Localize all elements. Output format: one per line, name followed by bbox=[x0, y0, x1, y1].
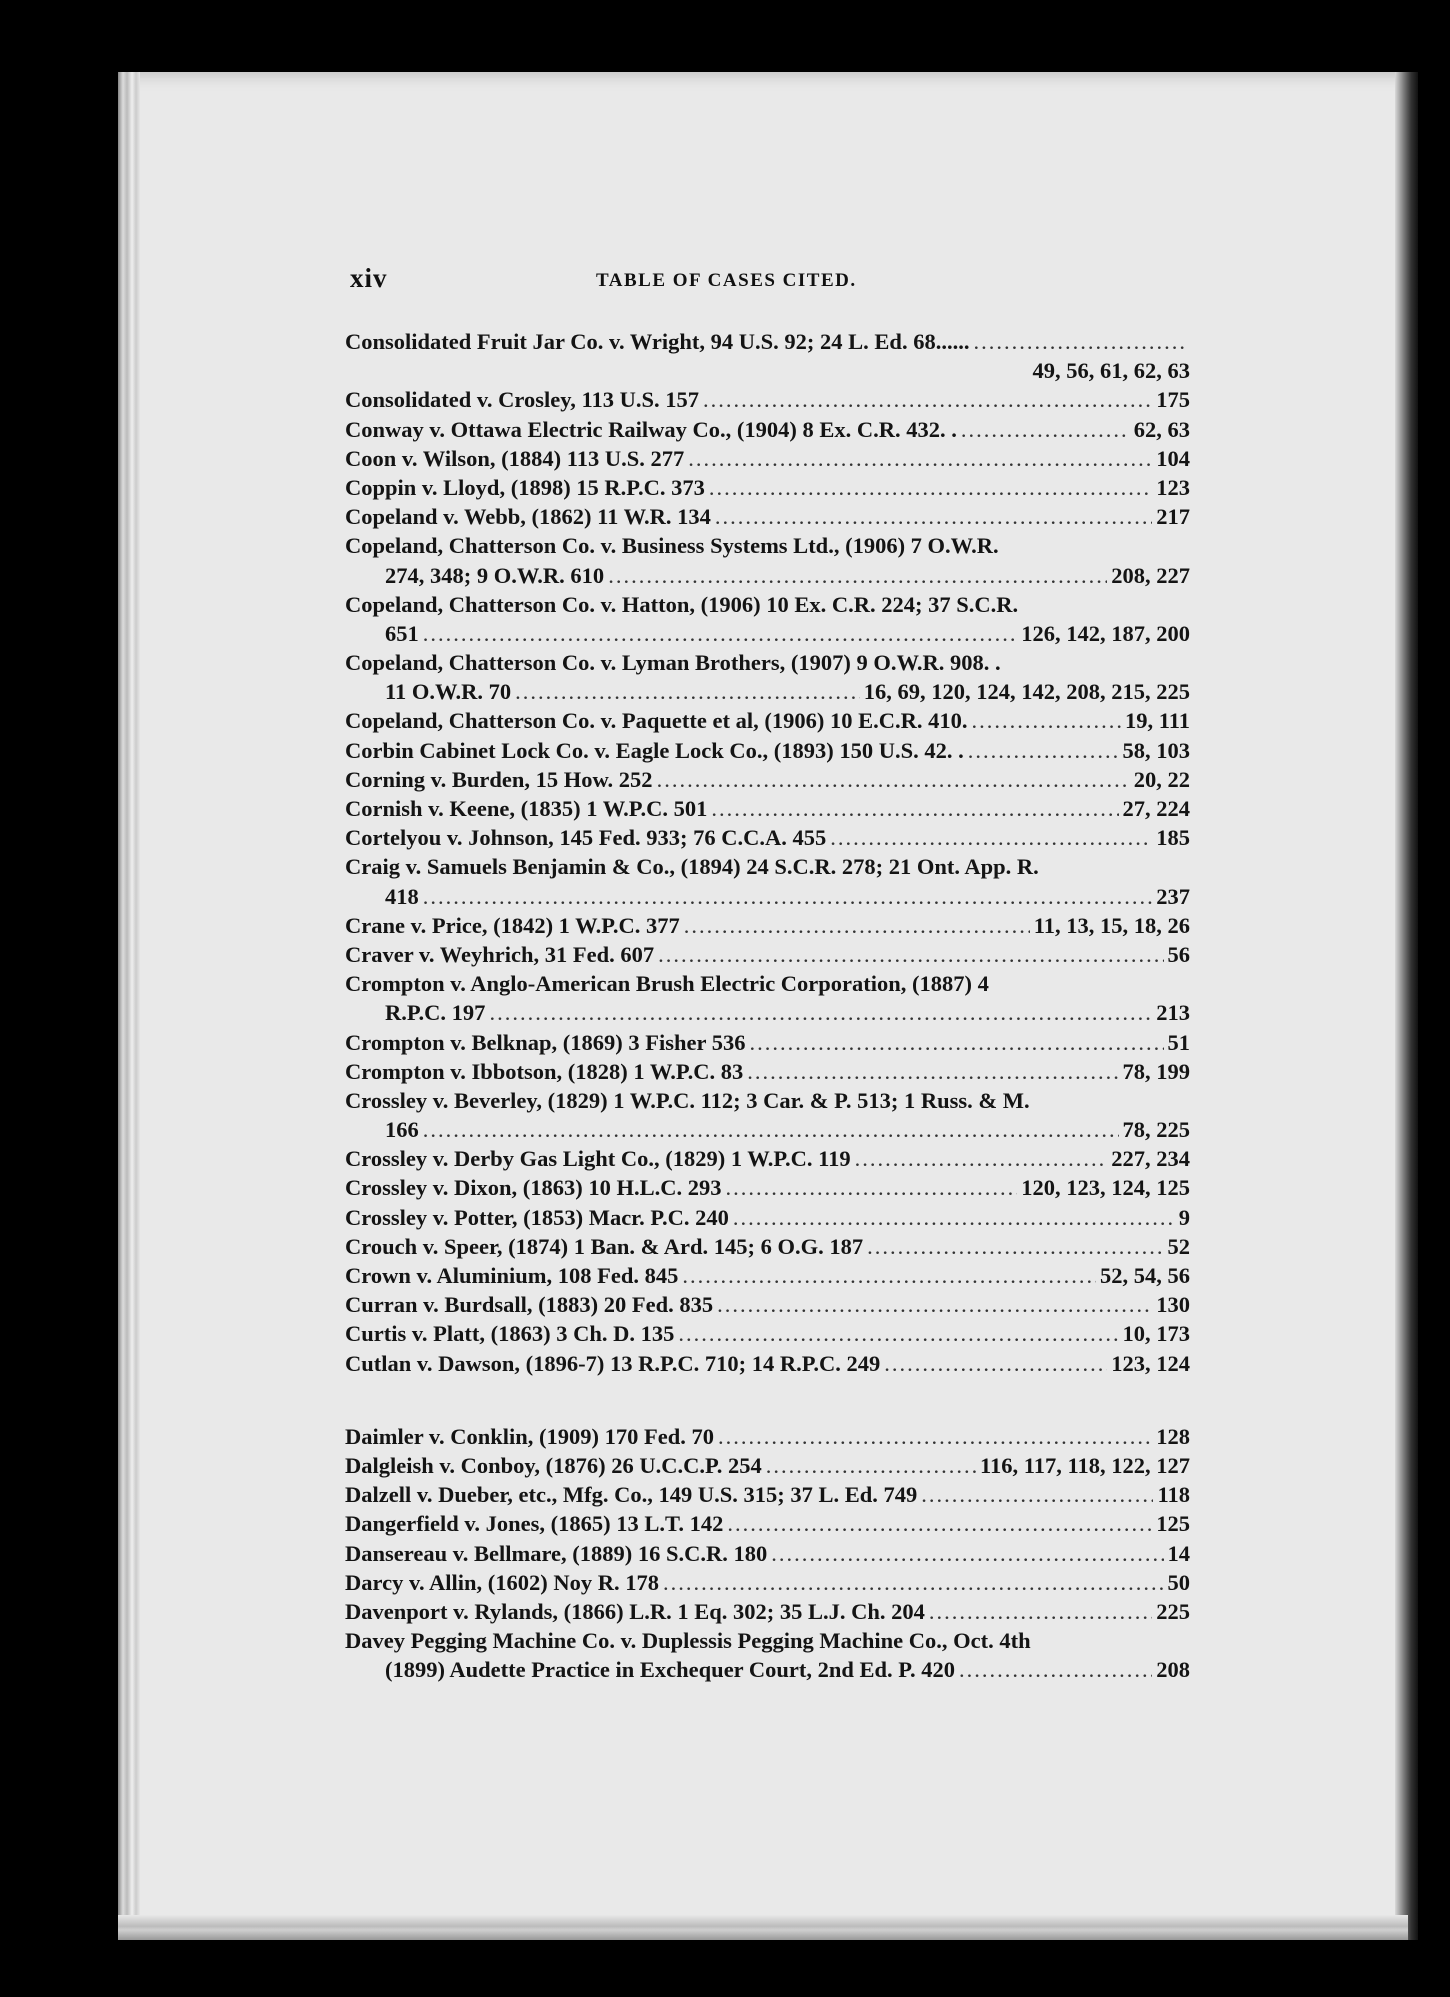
dot-leader bbox=[973, 327, 1186, 356]
dot-leader bbox=[725, 1173, 1017, 1202]
case-entry-line bbox=[345, 1655, 1190, 1684]
case-entry-line bbox=[345, 1261, 1190, 1290]
page-references: 123, 124 bbox=[1111, 1350, 1190, 1376]
case-entry bbox=[345, 765, 1190, 794]
dot-leader bbox=[733, 1203, 1175, 1232]
case-entry-line bbox=[345, 911, 1190, 940]
case-entry bbox=[345, 794, 1190, 823]
case-entry bbox=[345, 1203, 1190, 1232]
case-entry bbox=[345, 969, 1190, 1027]
case-entry bbox=[345, 1028, 1190, 1057]
page-references: 208 bbox=[1156, 1657, 1190, 1683]
case-entry-line bbox=[345, 473, 1190, 502]
page-references: 237 bbox=[1156, 883, 1190, 909]
case-entry bbox=[345, 648, 1190, 706]
page-references: 123 bbox=[1156, 474, 1190, 500]
case-entry-line bbox=[345, 1173, 1190, 1202]
page-references: 175 bbox=[1156, 387, 1190, 413]
case-entry bbox=[345, 1539, 1190, 1568]
dot-leader bbox=[423, 882, 1153, 911]
case-entry-line bbox=[345, 1349, 1190, 1378]
case-entry bbox=[345, 736, 1190, 765]
dot-leader bbox=[608, 561, 1107, 590]
case-entry-line bbox=[345, 1028, 1190, 1057]
dot-leader bbox=[855, 1144, 1108, 1173]
case-citation: 274, 348; 9 O.W.R. 610 bbox=[385, 562, 605, 588]
dot-leader bbox=[747, 1057, 1118, 1086]
dot-leader bbox=[971, 706, 1120, 735]
case-citation: Dangerfield v. Jones, (1865) 13 L.T. 142 bbox=[345, 1511, 724, 1537]
page-references: 217 bbox=[1156, 504, 1190, 530]
page-stack-left-edge bbox=[118, 72, 140, 1940]
case-entry bbox=[345, 911, 1190, 940]
case-entry bbox=[345, 823, 1190, 852]
dot-leader bbox=[961, 415, 1130, 444]
case-entry-line bbox=[345, 1086, 1190, 1115]
dot-leader bbox=[515, 677, 860, 706]
case-citation: Copeland v. Webb, (1862) 11 W.R. 134 bbox=[345, 504, 711, 530]
case-citation: Crossley v. Beverley, (1829) 1 W.P.C. 112; 3 Car. & P. 513; 1 Russ. & M. bbox=[345, 1087, 1030, 1113]
page-references: 19, 111 bbox=[1124, 708, 1190, 734]
dot-leader bbox=[718, 1422, 1152, 1451]
case-entry-line bbox=[345, 1057, 1190, 1086]
case-entry bbox=[345, 531, 1190, 589]
case-entry bbox=[345, 1261, 1190, 1290]
case-entry-line bbox=[345, 327, 1190, 356]
case-entry-line bbox=[345, 794, 1190, 823]
case-citation: Crouch v. Speer, (1874) 1 Ban. & Ard. 145; 6 O.G. 187 bbox=[345, 1233, 864, 1259]
page-references: 52 bbox=[1167, 1233, 1190, 1259]
page-references: 10, 173 bbox=[1122, 1321, 1190, 1347]
page-references: 125 bbox=[1156, 1511, 1190, 1537]
case-citation: Crompton v. Belknap, (1869) 3 Fisher 536 bbox=[345, 1029, 746, 1055]
case-citation: R.P.C. 197 bbox=[385, 1000, 486, 1026]
case-citation: Curtis v. Platt, (1863) 3 Ch. D. 135 bbox=[345, 1321, 675, 1347]
case-entry-line bbox=[345, 1232, 1190, 1261]
dot-leader bbox=[884, 1349, 1107, 1378]
case-entry-line bbox=[345, 619, 1190, 648]
case-entry bbox=[345, 327, 1190, 385]
case-entry-line bbox=[345, 385, 1190, 414]
case-entry-line bbox=[345, 531, 1190, 560]
case-citation: Coon v. Wilson, (1884) 113 U.S. 277 bbox=[345, 445, 685, 471]
case-citation: Daimler v. Conklin, (1909) 170 Fed. 70 bbox=[345, 1423, 714, 1449]
case-entry-line bbox=[345, 998, 1190, 1027]
case-citation: 418 bbox=[385, 883, 419, 909]
case-entry-line bbox=[345, 1539, 1190, 1568]
case-entry bbox=[345, 1086, 1190, 1144]
case-entry bbox=[345, 1173, 1190, 1202]
case-entry-line bbox=[345, 852, 1190, 881]
case-citation: Darcy v. Allin, (1602) Noy R. 178 bbox=[345, 1569, 659, 1595]
page-references: 56 bbox=[1167, 941, 1190, 967]
case-citation: Consolidated Fruit Jar Co. v. Wright, 94 U.S. 92; 24 L. Ed. 68...... bbox=[345, 329, 970, 354]
page-references: 208, 227 bbox=[1111, 562, 1190, 588]
dot-leader bbox=[709, 473, 1152, 502]
page-references: 126, 142, 187, 200 bbox=[1021, 620, 1190, 646]
dot-leader bbox=[423, 619, 1018, 648]
case-entry bbox=[345, 415, 1190, 444]
case-citation: 166 bbox=[385, 1117, 419, 1143]
case-entry-line bbox=[345, 706, 1190, 735]
dot-leader bbox=[766, 1451, 976, 1480]
case-citation: Crompton v. Anglo-American Brush Electric Corporation, (1887) 4 bbox=[345, 971, 989, 997]
page-references: 58, 103 bbox=[1122, 737, 1190, 763]
page-references: 118 bbox=[1157, 1482, 1190, 1508]
case-citation: Crane v. Price, (1842) 1 W.P.C. 377 bbox=[345, 912, 680, 938]
case-entry bbox=[345, 444, 1190, 473]
case-citation: Crompton v. Ibbotson, (1828) 1 W.P.C. 83 bbox=[345, 1058, 744, 1084]
dot-leader bbox=[658, 940, 1163, 969]
dot-leader bbox=[703, 385, 1152, 414]
case-citation: Copeland, Chatterson Co. v. Hatton, (1906) 10 Ex. C.R. 224; 37 S.C.R. bbox=[345, 591, 1019, 617]
page-header bbox=[350, 263, 1190, 303]
dot-leader bbox=[771, 1539, 1163, 1568]
case-entry bbox=[345, 473, 1190, 502]
case-entry bbox=[345, 706, 1190, 735]
dot-leader bbox=[929, 1597, 1152, 1626]
case-entry-line bbox=[345, 1480, 1190, 1509]
case-entry-line bbox=[345, 677, 1190, 706]
case-group-d bbox=[345, 1422, 1190, 1685]
page-references: 14 bbox=[1167, 1540, 1190, 1566]
case-entry-line bbox=[345, 1319, 1190, 1348]
page-references: 78, 199 bbox=[1122, 1058, 1190, 1084]
case-entry-line bbox=[345, 823, 1190, 852]
page-references: 227, 234 bbox=[1111, 1146, 1190, 1172]
case-entry bbox=[345, 1597, 1190, 1626]
dot-leader bbox=[968, 736, 1119, 765]
case-citation: Craver v. Weyhrich, 31 Fed. 607 bbox=[345, 941, 655, 967]
case-citation: Coppin v. Lloyd, (1898) 15 R.P.C. 373 bbox=[345, 474, 705, 500]
case-entry-line bbox=[345, 648, 1190, 677]
page-references: 130 bbox=[1156, 1292, 1190, 1318]
case-citation: 651 bbox=[385, 620, 419, 646]
page-references: 52, 54, 56 bbox=[1100, 1263, 1190, 1288]
case-group-c bbox=[345, 327, 1190, 1378]
case-entry bbox=[345, 590, 1190, 648]
case-citation: Crossley v. Dixon, (1863) 10 H.L.C. 293 bbox=[345, 1175, 722, 1201]
page-references: 51 bbox=[1167, 1029, 1190, 1055]
case-entry bbox=[345, 940, 1190, 969]
case-entry bbox=[345, 1349, 1190, 1378]
case-citation: Cornish v. Keene, (1835) 1 W.P.C. 501 bbox=[345, 796, 708, 821]
page-references: 11, 13, 15, 18, 26 bbox=[1033, 912, 1190, 938]
dot-leader bbox=[727, 1509, 1152, 1538]
case-citation: Copeland, Chatterson Co. v. Paquette et al, (1906) 10 E.C.R. 410. bbox=[345, 708, 968, 734]
case-citation: Copeland, Chatterson Co. v. Lyman Brothers, (1907) 9 O.W.R. 908. . bbox=[345, 650, 1001, 676]
case-entry-line bbox=[345, 969, 1190, 998]
case-citation: Davey Pegging Machine Co. v. Duplessis Pegging Machine Co., Oct. 4th bbox=[345, 1628, 1031, 1654]
dot-leader bbox=[657, 765, 1130, 794]
dot-leader bbox=[423, 1115, 1119, 1144]
page-references: 16, 69, 120, 124, 142, 208, 215, 225 bbox=[863, 679, 1190, 705]
page-references: 225 bbox=[1156, 1598, 1190, 1624]
page-references: 104 bbox=[1156, 445, 1190, 471]
page-references: 213 bbox=[1156, 1000, 1190, 1026]
case-entry bbox=[345, 1144, 1190, 1173]
case-entry bbox=[345, 1509, 1190, 1538]
case-citation: Dansereau v. Bellmare, (1889) 16 S.C.R. 180 bbox=[345, 1540, 768, 1566]
case-entry-line bbox=[345, 1290, 1190, 1319]
case-entry-line bbox=[345, 1626, 1190, 1655]
page-references: 185 bbox=[1156, 825, 1190, 851]
dot-leader bbox=[684, 911, 1030, 940]
case-citation: Dalzell v. Dueber, etc., Mfg. Co., 149 U.S. 315; 37 L. Ed. 749 bbox=[345, 1482, 918, 1508]
dot-leader bbox=[715, 502, 1152, 531]
case-entry-line bbox=[345, 736, 1190, 765]
case-citation: Crossley v. Derby Gas Light Co., (1829) 1 W.P.C. 119 bbox=[345, 1146, 851, 1172]
case-entry-line bbox=[345, 561, 1190, 590]
case-entry bbox=[345, 1232, 1190, 1261]
dot-leader bbox=[830, 823, 1152, 852]
case-citation: Cortelyou v. Johnson, 145 Fed. 933; 76 C.C.A. 455 bbox=[345, 825, 827, 851]
page-references: 50 bbox=[1167, 1569, 1190, 1595]
page-references: 27, 224 bbox=[1122, 796, 1190, 821]
case-entry bbox=[345, 1422, 1190, 1451]
case-citation: Corbin Cabinet Lock Co. v. Eagle Lock Co., (1893) 150 U.S. 42. . bbox=[345, 737, 964, 763]
case-citation: Craig v. Samuels Benjamin & Co., (1894) 24 S.C.R. 278; 21 Ont. App. R. bbox=[345, 854, 1039, 880]
case-citation: Dalgleish v. Conboy, (1876) 26 U.C.C.P. 254 bbox=[345, 1452, 762, 1478]
page-references: 49, 56, 61, 62, 63 bbox=[1032, 358, 1190, 384]
case-entry-line bbox=[345, 415, 1190, 444]
case-entry-line bbox=[345, 1451, 1190, 1480]
case-citation: 11 O.W.R. 70 bbox=[385, 679, 512, 705]
case-entry bbox=[345, 852, 1190, 910]
case-citation: Curran v. Burdsall, (1883) 20 Fed. 835 bbox=[345, 1292, 714, 1318]
case-entry bbox=[345, 1319, 1190, 1348]
case-entry-line bbox=[345, 765, 1190, 794]
page-references: 128 bbox=[1156, 1423, 1190, 1449]
case-entry bbox=[345, 502, 1190, 531]
case-entry-line bbox=[345, 1597, 1190, 1626]
case-entry-line bbox=[345, 1422, 1190, 1451]
case-citation: Cutlan v. Dawson, (1896-7) 13 R.P.C. 710; 14 R.P.C. 249 bbox=[345, 1350, 881, 1376]
page-references: 9 bbox=[1178, 1204, 1190, 1230]
case-entry-line bbox=[345, 444, 1190, 473]
case-entry bbox=[345, 1057, 1190, 1086]
case-entry-line bbox=[345, 882, 1190, 911]
case-entry bbox=[345, 1626, 1190, 1684]
page-gutter-right-edge bbox=[1395, 72, 1418, 1940]
dot-leader bbox=[678, 1319, 1118, 1348]
dot-leader bbox=[959, 1655, 1152, 1684]
group-gap bbox=[345, 1378, 1190, 1422]
case-entry-line bbox=[345, 1568, 1190, 1597]
case-entry bbox=[345, 1290, 1190, 1319]
case-citation: Copeland, Chatterson Co. v. Business Systems Ltd., (1906) 7 O.W.R. bbox=[345, 533, 999, 559]
dot-leader bbox=[682, 1261, 1096, 1290]
page-references: 62, 63 bbox=[1133, 416, 1190, 442]
case-citation: Davenport v. Rylands, (1866) L.R. 1 Eq. 302; 35 L.J. Ch. 204 bbox=[345, 1598, 925, 1624]
case-entry-line bbox=[345, 1144, 1190, 1173]
case-entry-line bbox=[345, 1509, 1190, 1538]
case-entry-line bbox=[345, 356, 1190, 385]
case-entry-line bbox=[345, 590, 1190, 619]
case-citation: Crown v. Aluminium, 108 Fed. 845 bbox=[345, 1263, 679, 1288]
dot-leader bbox=[688, 444, 1152, 473]
dot-leader bbox=[867, 1232, 1163, 1261]
dot-leader bbox=[489, 998, 1152, 1027]
running-title: TABLE OF CASES CITED. bbox=[596, 270, 857, 291]
page-references: 78, 225 bbox=[1122, 1117, 1190, 1143]
case-table bbox=[345, 327, 1190, 1684]
case-entry bbox=[345, 385, 1190, 414]
page-references: 116, 117, 118, 122, 127 bbox=[979, 1452, 1190, 1478]
page-references: 20, 22 bbox=[1133, 766, 1190, 792]
dot-leader bbox=[921, 1480, 1153, 1509]
case-entry-line bbox=[345, 1203, 1190, 1232]
case-citation: Corning v. Burden, 15 How. 252 bbox=[345, 766, 653, 792]
dot-leader bbox=[717, 1290, 1152, 1319]
case-citation: Consolidated v. Crosley, 113 U.S. 157 bbox=[345, 387, 700, 413]
case-entry bbox=[345, 1568, 1190, 1597]
case-citation: Conway v. Ottawa Electric Railway Co., (1904) 8 Ex. C.R. 432. . bbox=[345, 416, 957, 442]
page-references: 120, 123, 124, 125 bbox=[1021, 1175, 1190, 1201]
case-entry bbox=[345, 1451, 1190, 1480]
case-entry-line bbox=[345, 940, 1190, 969]
dot-leader bbox=[663, 1568, 1164, 1597]
case-entry-line bbox=[345, 1115, 1190, 1144]
case-citation: Crossley v. Potter, (1853) Macr. P.C. 240 bbox=[345, 1204, 729, 1230]
dot-leader bbox=[749, 1028, 1163, 1057]
dot-leader bbox=[711, 794, 1118, 823]
page-number: xiv bbox=[350, 263, 388, 293]
case-citation: (1899) Audette Practice in Exchequer Court, 2nd Ed. P. 420 bbox=[385, 1657, 955, 1683]
case-entry-line bbox=[345, 502, 1190, 531]
case-entry bbox=[345, 1480, 1190, 1509]
page-stack-bottom-edge bbox=[118, 1915, 1408, 1940]
